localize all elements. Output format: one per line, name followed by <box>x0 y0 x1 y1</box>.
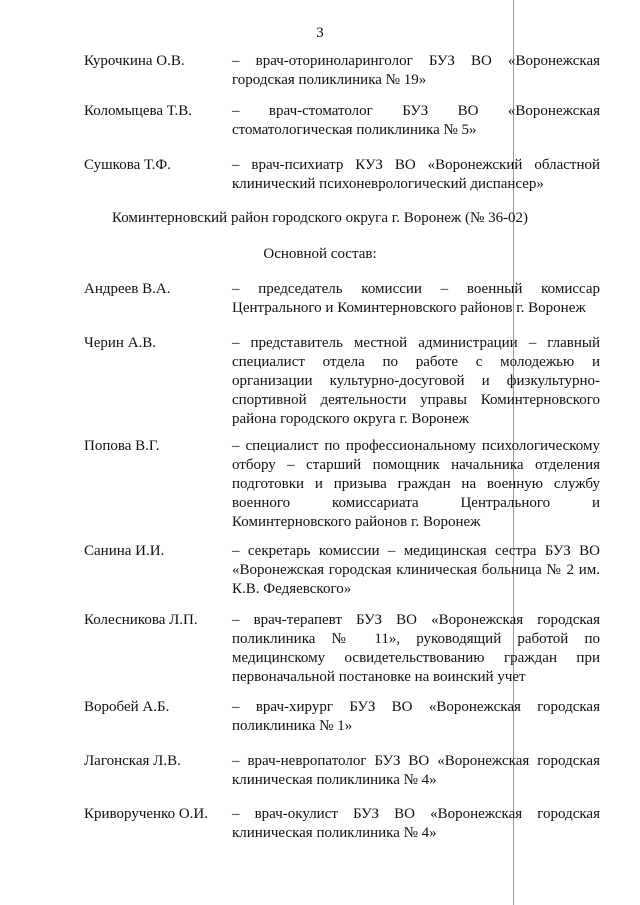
member-role: – врач-оториноларинголог БУЗ ВО «Воронежская городская поликлиника № 19» <box>232 53 600 88</box>
page-number: 3 <box>316 25 324 41</box>
member-name: Воробей А.Б. <box>84 699 170 715</box>
member-role: – представитель местной администрации – главный специалист отдела по работе с молодежью и организации культурно-досуговой и физкультурно-спортивной деятельности управы Коминтерновского района городского округа г. Воронеж <box>232 335 600 427</box>
member-name: Санина И.И. <box>84 543 165 559</box>
member-role: – специалист по профессиональному психологическому отбору – старший помощник начальника отделения подготовки и призыва граждан на военную службу военного комиссариата Центрального и Коминтерновского районов г. Воронеж <box>232 438 600 530</box>
member-role: – врач-окулист БУЗ ВО «Воронежская городская клиническая поликлиника № 4» <box>232 806 600 841</box>
member-role: – врач-терапевт БУЗ ВО «Воронежская городская поликлиника № 11», руководящий работой по медицинскому освидетельствованию граждан при первоначальной постановке на воинский учет <box>232 612 600 685</box>
member-role: – секретарь комиссии – медицинская сестра БУЗ ВО «Воронежская городская клиническая больница № 2 им. К.В. Федяевского» <box>232 543 600 597</box>
district-heading: Коминтерновский район городского округа г. Воронеж (№ 36-02) <box>111 210 529 226</box>
member-name: Лагонская Л.В. <box>84 753 181 769</box>
member-name: Черин А.В. <box>84 335 157 351</box>
member-name: Криворученко О.И. <box>84 806 208 822</box>
member-name: Колесникова Л.П. <box>84 612 198 628</box>
member-role: – врач-стоматолог БУЗ ВО «Воронежская стоматологическая поликлиника № 5» <box>232 103 600 138</box>
member-role: – врач-психиатр КУЗ ВО «Воронежский областной клинический психоневрологический диспансер» <box>232 157 600 192</box>
member-name: Коломыцева Т.В. <box>84 103 192 119</box>
member-role: – врач-невропатолог БУЗ ВО «Воронежская городская клиническая поликлиника № 4» <box>232 753 600 788</box>
member-name: Андреев В.А. <box>84 281 171 297</box>
section-heading: Основной состав: <box>263 246 377 262</box>
member-name: Попова В.Г. <box>84 438 160 454</box>
member-role: – врач-хирург БУЗ ВО «Воронежская городская поликлиника № 1» <box>232 699 600 734</box>
member-name: Курочкина О.В. <box>84 53 185 69</box>
member-role: – председатель комиссии – военный комиссар Центрального и Коминтерновского районов г. Воронеж <box>232 281 600 316</box>
member-name: Сушкова Т.Ф. <box>84 157 172 173</box>
